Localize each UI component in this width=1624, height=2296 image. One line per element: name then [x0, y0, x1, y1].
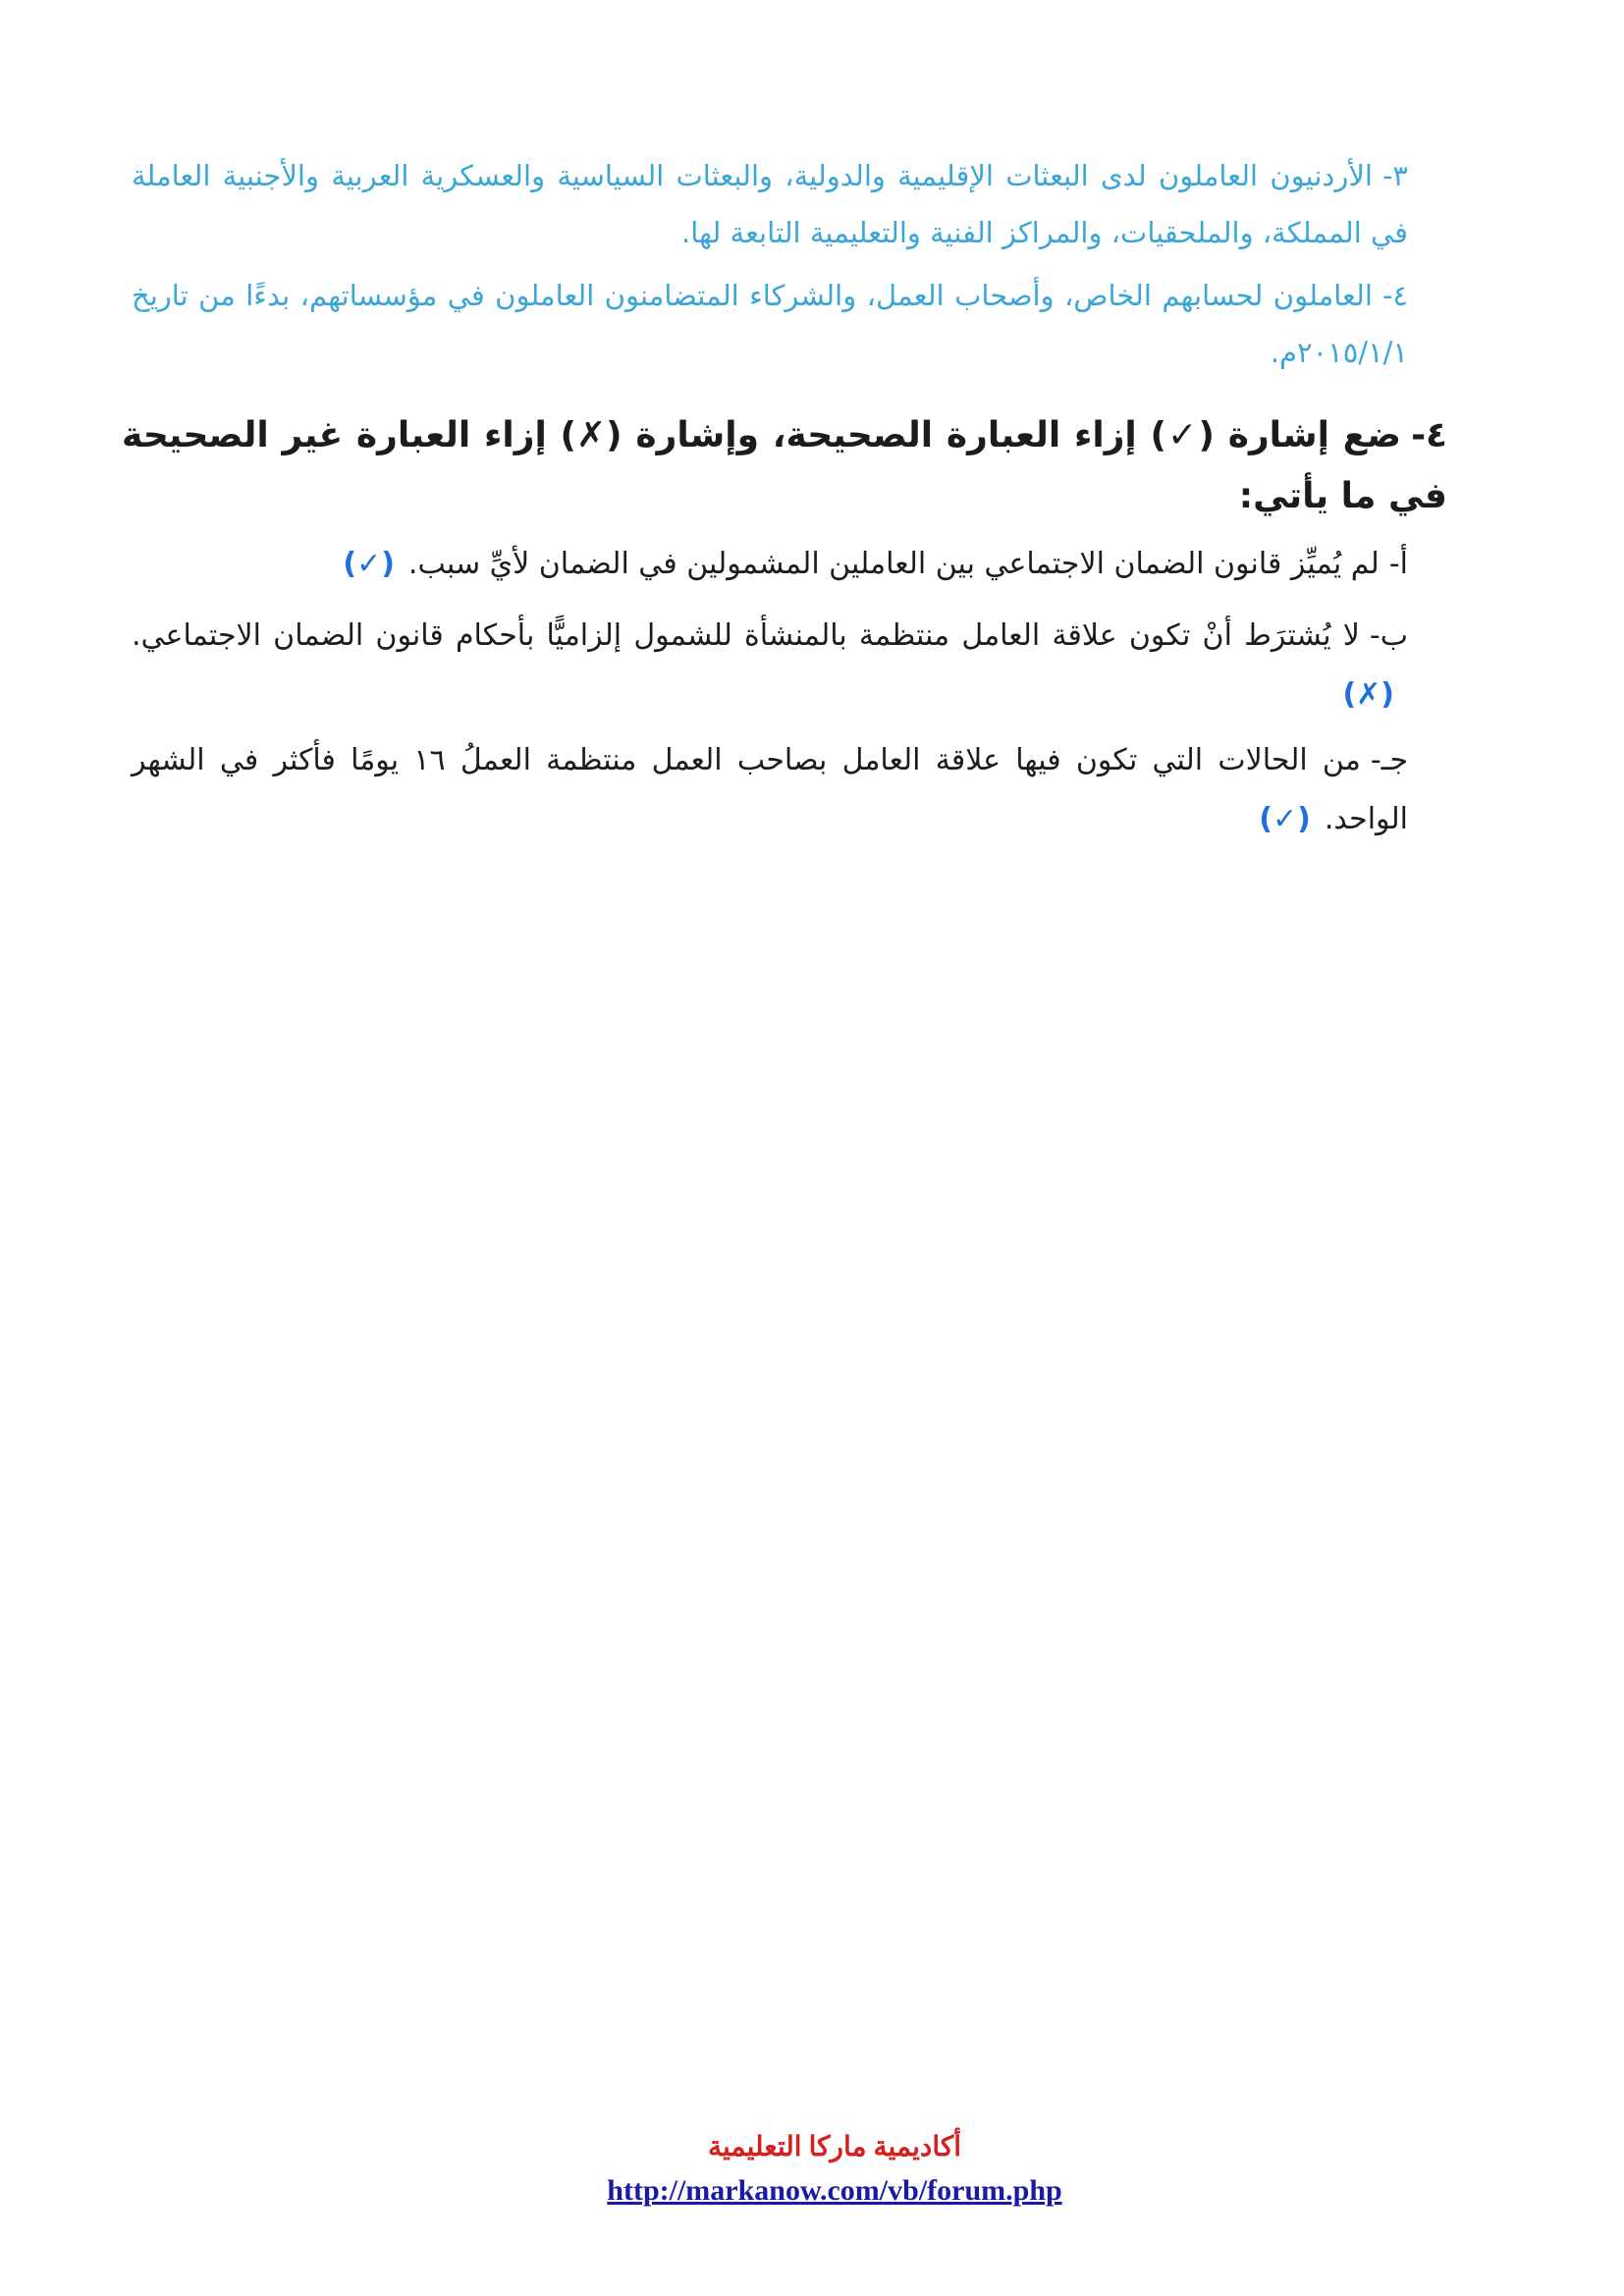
question-text: ضع إشارة (✓) إزاء العبارة الصحيحة، وإشارة (✗) إزاء العبارة غير الصحيحة في ما يأتي:: [122, 415, 1447, 516]
answer-text: من الحالات التي تكون فيها علاقة العامل بصاحب العمل منتظمة العملُ ١٦ يومًا فأكثر في الشهر الواحد.: [132, 743, 1408, 836]
answer-letter: ب-: [1369, 618, 1408, 653]
question-heading: [122, 405, 1447, 527]
answer-letter: جـ-: [1370, 743, 1408, 777]
list-item-number: ٤-: [1381, 279, 1408, 312]
answer-text: لا يُشترَط أنْ تكون علاقة العامل منتظمة بالمنشأة للشمول إلزاميًّا بأحكام قانون الضمان الاجتماعي.: [132, 618, 1360, 653]
question-number: ٤-: [1411, 415, 1447, 455]
answer-item: [132, 731, 1408, 849]
list-item: [132, 147, 1408, 261]
cross-mark-icon: (✗): [1342, 677, 1394, 712]
list-item-text: العاملون لحسابهم الخاص، وأصحاب العمل، والشركاء المتضامنون العاملون في مؤسساتهم، بدءًا من تاريخ ٢٠١٥/١/١م.: [132, 279, 1408, 369]
check-mark-icon: (✓): [1259, 802, 1311, 836]
footer-title: أكاديمية ماركا التعليمية: [707, 2132, 962, 2163]
answer-item: [132, 535, 1408, 594]
check-mark-icon: (✓): [343, 547, 395, 581]
list-item: [132, 267, 1408, 381]
answer-item: [132, 607, 1408, 724]
answer-text: لم يُميِّز قانون الضمان الاجتماعي بين العاملين المشمولين في الضمان لأيِّ سبب.: [407, 547, 1380, 581]
list-item-number: ٣-: [1381, 159, 1408, 192]
list-item-text: الأردنيون العاملون لدى البعثات الإقليمية والدولية، والبعثات السياسية والعسكرية العربية والأجنبية العاملة في المملكة، والملحقيات، والمراكز الفنية والتعليمية التابعة لها.: [132, 159, 1408, 249]
footer-link[interactable]: http://markanow.com/vb/forum.php: [607, 2174, 1062, 2207]
answer-letter: أ-: [1388, 547, 1408, 581]
